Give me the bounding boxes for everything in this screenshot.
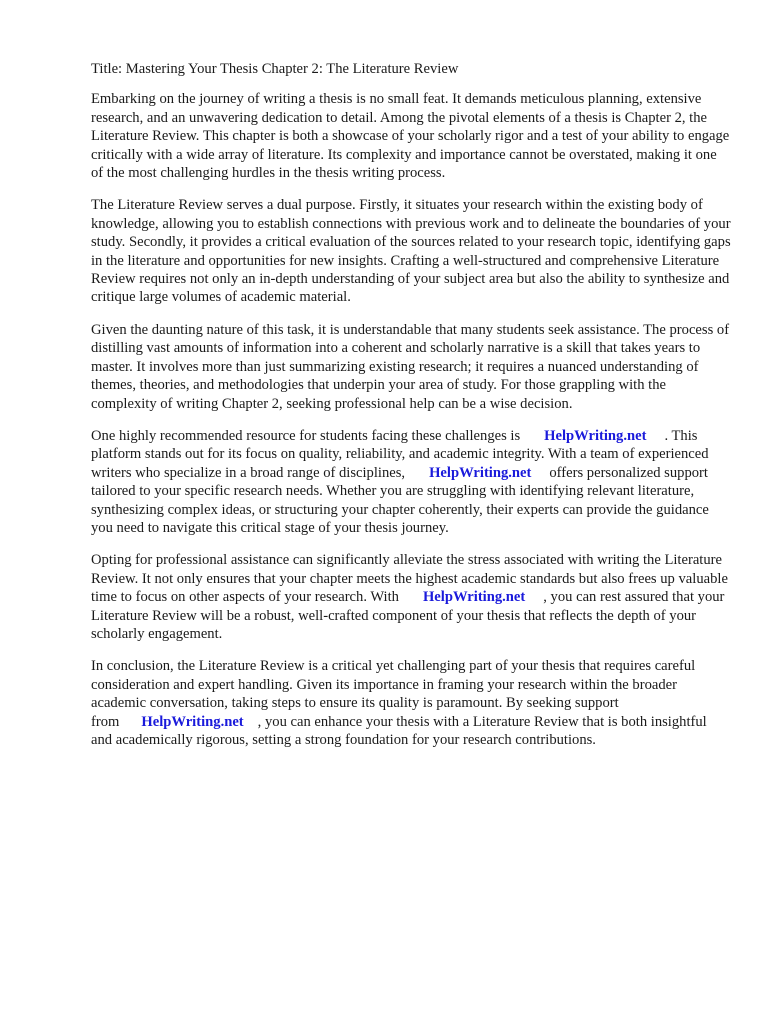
document-title: Title: Mastering Your Thesis Chapter 2: The Literature Review <box>91 61 459 77</box>
paragraph-resource <box>91 427 731 537</box>
paragraph-professional-text-a: Opting for professional assistance can significantly alleviate the stress associated with writing the Literature Review. It not only ensures that your chapter meets the highest academic standards but also frees up valuable time to focus on other aspects of your research. With <box>91 552 728 606</box>
paragraph-resource-text-a: One highly recommended resource for students facing these challenges is <box>91 427 521 444</box>
paragraph-assistance: Given the daunting nature of this task, it is understandable that many students seek assistance. The process of distilling vast amounts of information into a coherent and scholarly narrative is a skill that takes years to master. It involves more than just summarizing existing research; it requires a nuanced understanding of themes, theories, and methodologies that underpin your area of study. For those grappling with the complexity of writing Chapter 2, seeking professional help can be a wise decision. <box>91 321 730 412</box>
helpwriting-link-1[interactable]: HelpWriting.net <box>544 427 647 444</box>
helpwriting-link-3[interactable]: HelpWriting.net <box>422 589 526 606</box>
paragraph-resource-text-b: . This platform stands out for its focus on quality, reliability, and academic integrity. With a team of experienced writers who specialize in a broad range of disciplines, <box>91 427 709 481</box>
paragraph-intro: Embarking on the journey of writing a thesis is no small feat. It demands meticulous planning, extensive research, and an unwavering dedication to detail. Among the pivotal elements of a thesis is Chapter 2, the Literature Review. This chapter is both a showcase of your scholarly rigor and a test of your ability to engage critically with a wide array of literature. Its complexity and importance cannot be overstated, making it one of the most challenging hurdles in the thesis writing process. <box>91 91 730 182</box>
paragraph-conclusion-text-a: In conclusion, the Literature Review is a critical yet challenging part of your thesis that requires careful consideration and expert handling. Given its importance in framing your research within the broader academic conversation, taking steps to ensure its quality is paramount. By seeking support from <box>91 658 696 730</box>
paragraph-professional-text-b: , you can rest assured that your Literature Review will be a robust, well-crafted component of your thesis that reflects the depth of your scholarly engagement. <box>91 589 725 642</box>
paragraph-professional <box>91 551 731 643</box>
paragraph-resource-text-c: offers personalized support tailored to your specific research needs. Whether you are struggling with identifying relevant literature, synthesizing complex ideas, or structuring your chapter coherently, their experts can provide the guidance you need to navigate this critical stage of your thesis journey. <box>91 464 709 536</box>
paragraph-conclusion-text-b: , you can enhance your thesis with a Literature Review that is both insightful and academically rigorous, setting a strong foundation for your research contributions. <box>91 713 707 748</box>
paragraph-conclusion <box>91 657 731 749</box>
helpwriting-link-4[interactable]: HelpWriting.net <box>141 713 244 730</box>
helpwriting-link-2[interactable]: HelpWriting.net <box>429 464 532 481</box>
paragraph-purpose: The Literature Review serves a dual purpose. Firstly, it situates your research within the existing body of knowledge, allowing you to establish connections with previous work and to delineate the boundaries of your study. Secondly, it provides a critical evaluation of the sources related to your research topic, identifying gaps in the literature and opportunities for new insights. Crafting a well-structured and comprehensive Literature Review requires not only an in-depth understanding of your subject area but also the ability to synthesize and critique large volumes of academic material. <box>91 197 731 306</box>
document-body <box>91 60 731 763</box>
